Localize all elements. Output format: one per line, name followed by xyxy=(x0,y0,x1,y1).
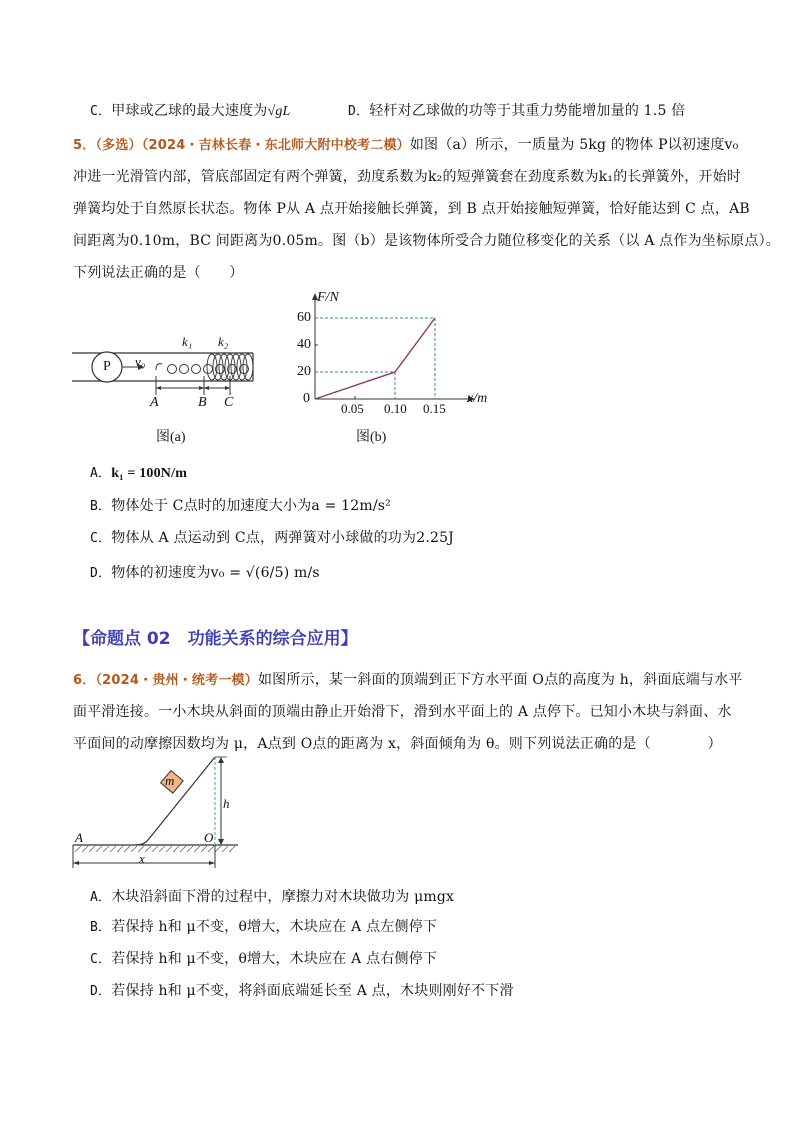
option-label: A． xyxy=(90,890,112,905)
question-number: 6． xyxy=(73,673,96,688)
q6-option-b xyxy=(90,917,437,938)
bracket-open: 【 xyxy=(73,629,90,649)
option-label: A． xyxy=(90,466,112,481)
figure-a-caption: 图(a) xyxy=(156,430,186,445)
question-number: 5． xyxy=(73,138,96,153)
x-tick: 0.05 xyxy=(341,401,364,416)
figure-incline-diagram xyxy=(60,750,250,870)
x-tick: 0.10 xyxy=(384,401,407,416)
point-a-label: A xyxy=(75,830,83,845)
option-text: 轻杆对乙球做的功等于其重力势能增加量的 1.5 倍 xyxy=(369,103,686,119)
q6-option-c xyxy=(90,949,437,970)
q6-option-d xyxy=(90,981,514,1002)
question-tag: （多选） xyxy=(95,138,142,153)
spring-k1-label: k₁ xyxy=(182,334,193,349)
option-label: D． xyxy=(348,104,370,119)
y-tick: 20 xyxy=(297,364,311,379)
velocity-label: v₀ xyxy=(135,354,146,369)
option-text: 若保持 h和 μ不变，θ增大，木块应在 A 点左侧停下 xyxy=(111,919,438,935)
origin-label: O xyxy=(204,830,214,845)
x-axis-label: x/m xyxy=(467,391,488,406)
point-c-label: C xyxy=(224,395,234,410)
figure-b-caption: 图(b) xyxy=(356,430,387,445)
option-label: B． xyxy=(90,499,112,514)
figure-a-spring-tube xyxy=(60,290,280,420)
q6-option-a xyxy=(90,887,454,908)
height-label: h xyxy=(223,796,230,811)
dashed-guides xyxy=(315,318,435,399)
y-tick: 0 xyxy=(303,391,310,406)
q5-stem-line-3: 弹簧均处于自然原长状态。物体 P从 A 点开始接触长弹簧，到 B 点开始接触短弹簧，恰好能达到 C 点，AB xyxy=(73,201,750,217)
section-title: 命题点 02 功能关系的综合应用 xyxy=(90,629,341,649)
q6-stem-line-3: 平面间的动摩擦因数均为 μ，A点到 O点的距离为 x，斜面倾角为 θ。则下列说法正确的是（ ） xyxy=(73,736,722,752)
y-tick: 40 xyxy=(297,337,311,352)
option-text: 物体处于 C点时的加速度大小为a = 12m/s² xyxy=(111,498,391,514)
q5-option-b xyxy=(90,496,391,517)
option-math: √gL xyxy=(267,104,291,119)
bracket-close: 】 xyxy=(340,629,358,649)
option-text: 木块沿斜面下滑的过程中，摩擦力对木块做功为 μmgx xyxy=(111,889,455,905)
question-source: （2024・吉林长春・东北师大附中校考二模） xyxy=(141,138,410,153)
option-text: 物体的初速度为v₀ = √(6/5) m/s xyxy=(111,565,320,581)
option-text: 若保持 h和 μ不变，θ增大，木块应在 A 点右侧停下 xyxy=(111,951,438,967)
q6-stem-line-2: 面平滑连接。一小木块从斜面的顶端由静止开始滑下，滑到水平面上的 A 点停下。已知小木块与斜面、水 xyxy=(73,704,732,720)
stem-text: 如图所示，某一斜面的顶端到正下方水平面 O点的高度为 h，斜面底端与水平 xyxy=(257,672,743,688)
spring-k2-label: k₂ xyxy=(218,334,229,349)
question-source: （2024・贵州・统考一模） xyxy=(95,673,258,688)
q5-stem-line-1 xyxy=(73,135,738,156)
q5-stem-line-4: 间距离为0.10m，BC 间距离为0.05m。图（b）是该物体所受合力随位移变化的关系（以 A 点作为坐标原点）。 xyxy=(73,233,780,249)
ball-label: P xyxy=(103,359,111,374)
q5-option-a xyxy=(90,463,187,484)
block-label: m xyxy=(165,773,175,788)
stem-text: 如图（a）所示，一质量为 5kg 的物体 P以初速度v₀ xyxy=(409,137,739,153)
option-label: D． xyxy=(90,984,112,999)
point-b-label: B xyxy=(198,395,207,410)
x-tick: 0.15 xyxy=(423,401,446,416)
y-tick: 60 xyxy=(297,310,311,325)
option-text: k₁ = 100N/m xyxy=(111,466,188,481)
section-heading xyxy=(73,624,358,649)
option-label: C． xyxy=(90,104,112,119)
y-axis-label: F/N xyxy=(317,290,339,305)
q6-stem-line-1 xyxy=(73,670,743,691)
option-text: 物体从 A 点运动到 C点，两弹簧对小球做的功为2.25J xyxy=(111,530,454,546)
force-line xyxy=(315,318,435,399)
option-label: C． xyxy=(90,952,112,967)
q5-stem-line-5: 下列说法正确的是（ ） xyxy=(73,265,244,281)
point-a-label: A xyxy=(150,395,159,410)
q4-option-c xyxy=(90,101,291,122)
option-label: C． xyxy=(90,531,112,546)
q5-option-c xyxy=(90,528,454,549)
option-text: 甲球或乙球的最大速度为 xyxy=(111,103,268,119)
q5-stem-line-2: 冲进一光滑管内部，管底部固定有两个弹簧，劲度系数为k₂的短弹簧套在劲度系数为k₁的长弹簧外，开始时 xyxy=(73,169,741,185)
option-label: B． xyxy=(90,920,112,935)
distance-label: x xyxy=(139,851,145,866)
q4-option-d xyxy=(348,101,685,122)
option-label: D． xyxy=(90,566,112,581)
q5-option-d xyxy=(90,563,320,584)
option-text: 若保持 h和 μ不变，将斜面底端延长至 A 点，木块则刚好不下滑 xyxy=(111,983,514,999)
